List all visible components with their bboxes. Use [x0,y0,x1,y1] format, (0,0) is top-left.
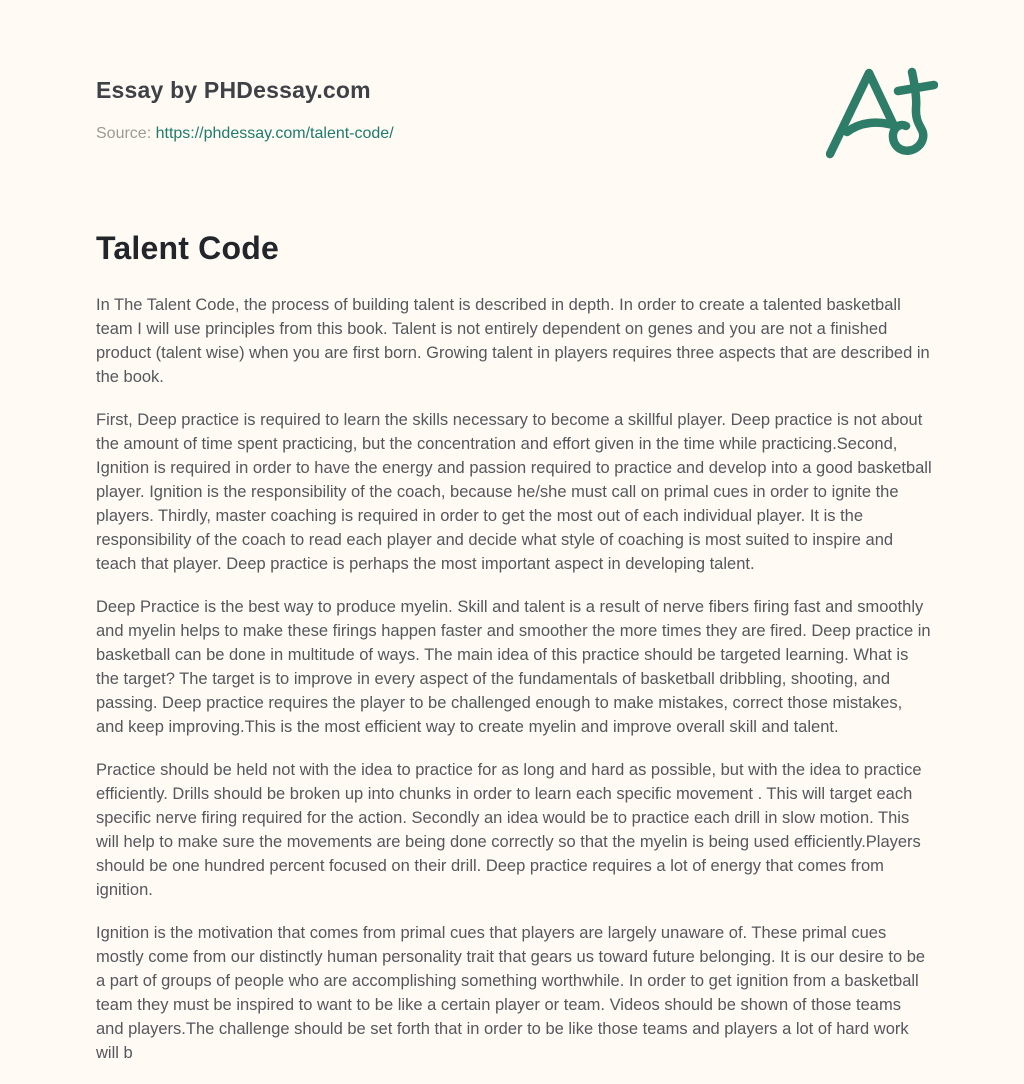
essay-body [96,293,932,1065]
source-line [96,124,928,144]
phdessay-a-plus-logo [826,64,938,160]
source-link[interactable]: https://phdessay.com/talent-code/ [155,125,394,142]
source-label: Source: [96,125,152,142]
brand-heading: Essay by PHDessay.com [96,77,371,103]
essay-paragraph: In The Talent Code, the process of building talent is described in depth. In order to create a talented basketball team I will use principles from this book. Talent is not entirely dependent on genes and you are not a finished product (talent wise) when you are first born. Growing talent in players requires three aspects that are described in the book. [96,296,930,386]
essay-paragraph: Practice should be held not with the idea to practice for as long and hard as possible, but with the idea to practice efficiently. Drills should be broken up into chunks in order to learn each specific movement . This will target each specific nerve firing required for the action. Secondly an idea would be to practice each drill in slow motion. This will help to make sure the movements are being done correctly so that the myelin is being used efficiently.Players should be one hundred percent focused on their drill. Deep practice requires a lot of energy that comes from ignition. [96,761,922,899]
page-title: Talent Code [96,230,279,266]
essay-paragraph: Deep Practice is the best way to produce myelin. Skill and talent is a result of nerve fibers firing fast and smoothly and myelin helps to make these firings happen faster and smoother the more times they are fired. Deep practice in basketball can be done in multitude of ways. The main idea of this practice should be targeted learning. What is the target? The target is to improve in every aspect of the fundamentals of basketball dribbling, shooting, and passing. Deep practice requires the player to be challenged enough to make mistakes, correct those mistakes, and keep improving.This is the most efficient way to create myelin and improve overall skill and talent. [96,598,931,736]
essay-paragraph: First, Deep practice is required to learn the skills necessary to become a skillful player. Deep practice is not about the amount of time spent practicing, but the concentration and effort given in the time while practicing.Second, Ignition is required in order to have the energy and passion required to practice and develop into a good basketball player. Ignition is the responsibility of the coach, because he/she must call on primal cues in order to ignite the players. Thirdly, master coaching is required in order to get the most out of each individual player. It is the responsibility of the coach to read each player and decide what style of coaching is most suited to inspire and teach that player. Deep practice is perhaps the most important aspect in developing talent. [96,411,932,573]
a-plus-logo-icon [826,147,938,164]
essay-paragraph: Ignition is the motivation that comes from primal cues that players are largely unaware of. These primal cues mostly come from our distinctly human personality trait that gears us toward future belonging. It is our desire to be a part of groups of people who are accomplishing something worthwhile. In order to get ignition from a basketball team they must be inspired to want to be like a certain player or team. Videos should be shown of those teams and players.The challenge should be set forth that in order to be like those teams and players a lot of hard work will b [96,924,926,1062]
